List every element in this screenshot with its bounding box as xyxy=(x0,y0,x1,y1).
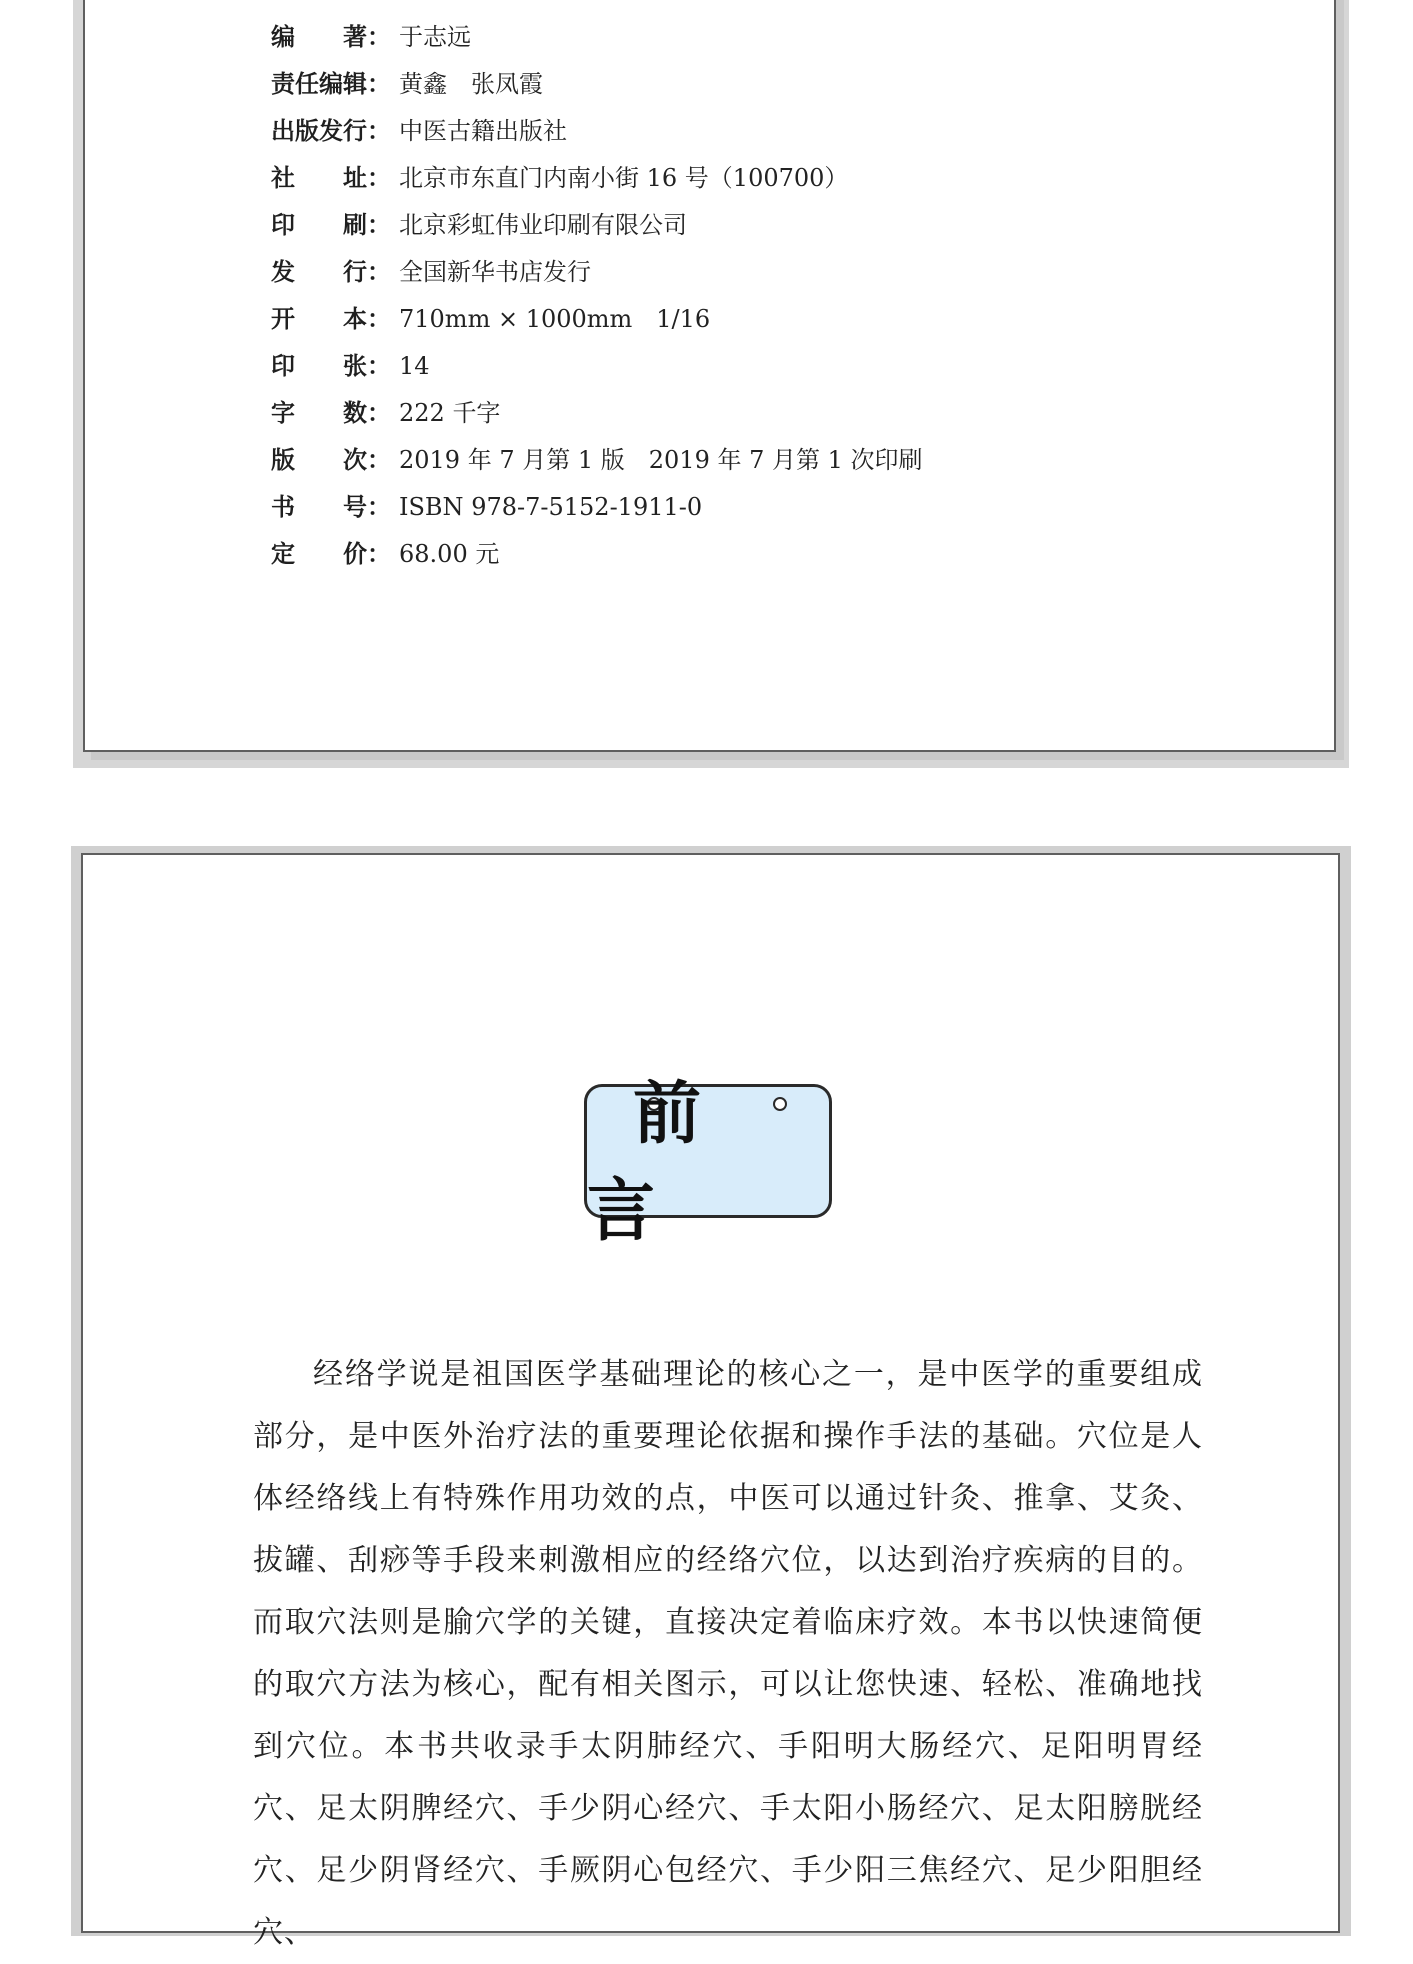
info-label: 印 张： xyxy=(271,352,391,380)
info-value: 222 千字 xyxy=(399,399,501,427)
info-label: 书 号： xyxy=(271,493,391,521)
info-label: 社 址： xyxy=(271,164,391,192)
info-value: 68.00 元 xyxy=(399,540,500,568)
info-value: ISBN 978-7-5152-1911-0 xyxy=(399,493,703,521)
preface-title-sign xyxy=(584,1075,832,1251)
info-value: 全国新华书店发行 xyxy=(399,258,591,286)
info-row-word-count xyxy=(271,390,923,437)
info-label: 责任编辑： xyxy=(271,70,391,98)
info-value: 14 xyxy=(399,352,430,380)
info-label: 印 刷： xyxy=(271,211,391,239)
info-label: 版 次： xyxy=(271,446,391,474)
info-label: 开 本： xyxy=(271,305,391,333)
preface-page xyxy=(81,853,1340,1950)
info-value: 2019 年 7 月第 1 版 2019 年 7 月第 1 次印刷 xyxy=(399,446,923,474)
info-row-edition xyxy=(271,437,923,484)
info-row-format xyxy=(271,296,923,343)
info-row-price xyxy=(271,531,923,578)
info-value: 于志远 xyxy=(399,23,471,51)
info-row-address xyxy=(271,155,923,202)
info-value: 黄鑫 张凤霞 xyxy=(399,70,543,98)
info-row-editors xyxy=(271,61,923,108)
info-label: 出版发行： xyxy=(271,117,391,145)
copyright-page xyxy=(83,0,1336,752)
info-row-printer xyxy=(271,202,923,249)
info-row-distribution xyxy=(271,249,923,296)
info-label: 定 价： xyxy=(271,540,391,568)
info-row-isbn xyxy=(271,484,923,531)
info-row-author xyxy=(271,14,923,61)
info-label: 字 数： xyxy=(271,399,391,427)
preface-body-text: 经络学说是祖国医学基础理论的核心之一，是中医学的重要组成部分，是中医外治疗法的重要理论依据和操作手法的基础。穴位是人体经络线上有特殊作用功效的点，中医可以通过针灸、推拿、艾灸、拔罐、刮痧等手段来刺激相应的经络穴位，以达到治疗疾病的目的。而取穴法则是腧穴学的关键，直接决定着临床疗效。本书以快速简便的取穴方法为核心，配有相关图示，可以让您快速、轻松、准确地找到穴位。本书共收录手太阴肺经穴、手阳明大肠经穴、足阳明胃经穴、足太阴脾经穴、手少阴心经穴、手太阳小肠经穴、足太阳膀胱经穴、足少阴肾经穴、手厥阴心包经穴、手少阳三焦经穴、足少阳胆经穴、 xyxy=(253,1357,1203,1950)
info-row-sheets xyxy=(271,343,923,390)
info-value: 北京市东直门内南小街 16 号（100700） xyxy=(399,164,849,192)
info-label: 编 著： xyxy=(271,23,391,51)
preface-title: 前言 xyxy=(587,1075,748,1251)
info-value: 中医古籍出版社 xyxy=(399,117,567,145)
info-value: 710mm × 1000mm 1/16 xyxy=(399,305,711,333)
copyright-info-list xyxy=(271,14,923,578)
info-value: 北京彩虹伟业印刷有限公司 xyxy=(399,211,687,239)
info-label: 发 行： xyxy=(271,258,391,286)
info-row-publisher xyxy=(271,108,923,155)
